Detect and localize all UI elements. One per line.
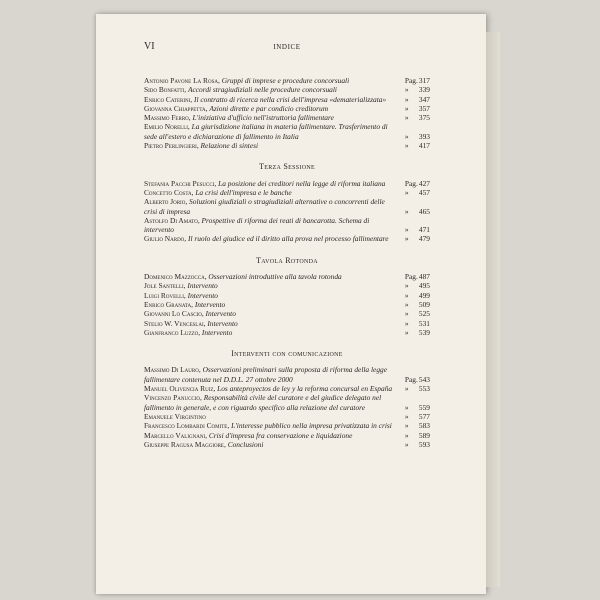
entry-title: La giurisdizione italiana in materia fallimentare. Trasferimento di sede all'estero e dichiarazione di fallimento in Italia [144, 122, 388, 141]
entry-page-number: 495 [418, 281, 430, 291]
index-entry [144, 85, 430, 94]
index-entry [144, 431, 430, 440]
entry-page-number: 357 [418, 103, 430, 113]
entry-author: Gianfranco Luzzo [144, 327, 199, 337]
index-entry [144, 291, 430, 300]
entry-page-number: 465 [418, 206, 430, 216]
entry-page [396, 132, 430, 141]
entry-page-number: 347 [418, 94, 430, 104]
index-entry [144, 309, 430, 318]
entry-text: Marcello Valignani, Crisi d'impresa fra conservazione e liquidazione [144, 430, 353, 440]
entry-text: Sido Bonfatti, Accordi stragiudiziali nelle procedure concorsuali [144, 85, 337, 95]
index-entry [144, 365, 430, 384]
entry-title: Conclusioni [227, 439, 264, 449]
entry-page-marker: Pag. [404, 178, 418, 188]
entry-page [396, 104, 430, 113]
page-header [144, 42, 430, 56]
entry-text: Manuel Olivencia Ruiz, Los anteproyectos de ley y la reforma concursal en España [144, 384, 393, 394]
entry-text: Jole Santelli, Intervento [144, 281, 218, 291]
index-entry [144, 272, 430, 281]
entry-page [396, 431, 430, 440]
entry-author: Sido Bonfatti [144, 85, 185, 95]
section-title: Terza Sessione [259, 162, 315, 172]
entry-page-number: 543 [418, 374, 430, 384]
entry-author: Manuel Olivencia Ruiz [144, 384, 214, 394]
entry-page-marker: » [404, 402, 409, 412]
entry-page-number: 525 [418, 309, 430, 319]
index-entry [144, 384, 430, 393]
entry-author: Giuseppe Ragusa Maggiore [144, 439, 224, 449]
index-entry [144, 281, 430, 290]
entry-text: Emilio Norelli, La giurisdizione italiana in materia fallimentare. Trasferimento di sede all'estero e dichiarazione di fallimento in Italia [144, 122, 388, 141]
entry-page-marker: » [404, 234, 409, 244]
entry-author: Giovanna Chiappetta [144, 103, 206, 113]
index-entry [144, 76, 430, 85]
entry-page-number: 553 [418, 384, 430, 394]
section-title: Interventi con comunicazione [231, 349, 343, 359]
entry-text: Concetto Costa, La crisi dell'impresa e le banche [144, 187, 292, 197]
entry-title: La crisi dell'impresa e le banche [195, 187, 292, 197]
entry-page [396, 440, 430, 449]
entry-author: Massimo Ferro [144, 113, 189, 123]
index-content [144, 42, 430, 449]
entry-page-number: 509 [418, 299, 430, 309]
entry-author: Enrico Granata [144, 299, 192, 309]
entry-page-marker: » [404, 103, 409, 113]
entry-page [396, 141, 430, 150]
index-entry [144, 234, 430, 243]
index-entry [144, 179, 430, 188]
entry-page [396, 234, 430, 243]
entry-author: Luigi Rovelli [144, 290, 184, 300]
index-entry [144, 216, 430, 235]
entry-author: Marcello Valignani [144, 430, 206, 440]
entry-title: Accordi stragiudiziali nelle procedure concorsuali [187, 85, 337, 95]
entry-page-number: 577 [418, 411, 430, 421]
entry-page-marker: » [404, 439, 409, 449]
index-entry [144, 141, 430, 150]
entry-title: Los anteproyectos de ley y la reforma concursal en España [217, 384, 393, 394]
entry-text: Enrico Caterini, Il contratto di ricerca nella crisi dell'impresa «dematerializzata» [144, 94, 387, 104]
entry-title: Responsabilità civile del curatore e del giudice delegato nel fallimento in generale, e con riguardo specifico alla relazione del curatore [144, 393, 382, 412]
entry-page-marker: Pag. [404, 374, 418, 384]
entry-title: Osservazioni preliminari sulla proposta di riforma della legge fallimentare contenuta nel D.D.L. 27 ottobre 2000 [144, 365, 387, 384]
entry-page-marker: » [404, 290, 409, 300]
entry-author: Emilio Norelli [144, 122, 188, 132]
entry-page-marker: » [404, 94, 409, 104]
entry-page-marker: » [404, 421, 409, 431]
index-groups [144, 76, 430, 449]
entry-text: Alberto Jorio, Soluzioni giudiziali o stragiudiziali alternative o concorrenti delle crisi di impresa [144, 197, 385, 216]
entry-page [396, 113, 430, 122]
index-entry [144, 95, 430, 104]
entry-page-marker: Pag. [404, 76, 418, 85]
entry-text: Pietro Perlingieri, Relazione di sintesi [144, 141, 259, 151]
entry-text: Giulio Nardo, Il ruolo del giudice ed il diritto alla prova nel processo fallimentare [144, 234, 389, 244]
entry-page-number: 479 [418, 234, 430, 244]
entry-title: Intervento [205, 309, 236, 319]
index-entry [144, 197, 430, 216]
entry-page-number: 339 [418, 85, 430, 95]
entry-title: Gruppi di imprese e procedure concorsuali [221, 76, 350, 85]
index-entry [144, 113, 430, 122]
entry-page-number: 417 [418, 141, 430, 151]
entry-text: Stelio W. Venceslai, Intervento [144, 318, 238, 328]
entry-page-number: 393 [418, 131, 430, 141]
entry-page-number: 427 [418, 178, 430, 188]
entry-page [396, 281, 430, 290]
index-entry [144, 319, 430, 328]
entry-page-marker: » [404, 225, 409, 235]
entry-page [396, 179, 430, 188]
entry-page [396, 95, 430, 104]
entry-title: Intervento [187, 290, 218, 300]
entry-author: Astolfo Di Amato [144, 215, 198, 225]
index-entry [144, 393, 430, 412]
entry-title: Il ruolo del giudice ed il diritto alla prova nel processo fallimentare [188, 234, 389, 244]
index-entry [144, 122, 430, 141]
entry-page-number: 531 [418, 318, 430, 328]
entry-author: Concetto Costa [144, 187, 192, 197]
entry-page-marker: » [404, 318, 409, 328]
entry-title: Intervento [194, 299, 226, 309]
index-entry [144, 104, 430, 113]
entry-author: Jole Santelli [144, 281, 184, 291]
entry-page-number: 499 [418, 290, 430, 300]
entry-author: Antonio Pavone La Rosa [144, 76, 218, 85]
entry-text: Domenico Mazzocca, Osservazioni introduttive alla tavola rotonda [144, 272, 342, 282]
entry-page-number: 487 [418, 272, 430, 282]
entry-page [396, 188, 430, 197]
entry-page-marker: Pag. [404, 272, 418, 282]
entry-page-number: 471 [418, 225, 430, 235]
entry-title: L'iniziativa d'ufficio nell'istruttoria fallimentare [192, 113, 334, 123]
entry-page-number: 559 [418, 402, 430, 412]
entry-page-marker: » [404, 113, 409, 123]
entry-text: Gianfranco Luzzo, Intervento [144, 327, 233, 337]
entry-page-marker: » [404, 187, 409, 197]
entry-page-marker: » [404, 85, 409, 95]
entry-text: Francesco Lombardi Comite, L'interesse pubblico nella impresa privatizzata in crisi [144, 421, 392, 431]
entry-page-marker: » [404, 131, 409, 141]
entry-title: Intervento [201, 327, 233, 337]
entry-title: Prospettive di riforma dei reati di bancarotta. Schema di intervento [144, 215, 370, 235]
entry-page-number: 375 [418, 113, 430, 123]
entry-title: Il contratto di ricerca nella crisi dell'impresa «dematerializzata» [194, 94, 387, 104]
entry-page [396, 319, 430, 328]
entry-page-marker: » [404, 206, 409, 216]
entry-author: Massimo Di Lauro [144, 365, 199, 375]
entry-author: Stefania Pacchi Pesucci [144, 178, 215, 188]
entry-page [396, 207, 430, 216]
entry-page [396, 309, 430, 318]
entry-text: Astolfo Di Amato, Prospettive di riforma dei reati di bancarotta. Schema di intervento [144, 215, 370, 235]
book-page [96, 14, 486, 594]
entry-page [396, 272, 430, 281]
entry-page-marker: » [404, 411, 409, 421]
entry-author: Giovanni Lo Cascio [144, 309, 202, 319]
entry-author: Domenico Mazzocca [144, 272, 205, 282]
index-entry [144, 300, 430, 309]
index-entry [144, 188, 430, 197]
entry-author: Alberto Jorio [144, 197, 186, 207]
entry-page-marker: » [404, 327, 409, 337]
entry-page [396, 375, 430, 384]
entry-page-marker: » [404, 309, 409, 319]
index-entry [144, 421, 430, 430]
page-number: VI [144, 41, 155, 52]
entry-title: L'interesse pubblico nella impresa privatizzata in crisi [231, 421, 392, 431]
entry-page [396, 225, 430, 234]
entry-page-marker: » [404, 384, 409, 394]
entry-text: Vincenzo Panuccio, Responsabilità civile del curatore e del giudice delegato nel fallimento in generale, e con riguardo specifico alla relazione del curatore [144, 393, 382, 412]
entry-text: Enrico Granata, Intervento [144, 299, 226, 309]
index-entry [144, 328, 430, 337]
entry-author: Vincenzo Panuccio [144, 393, 201, 403]
entry-page-marker: » [404, 299, 409, 309]
entry-page-number: 589 [418, 430, 430, 440]
entry-page-number: 593 [418, 439, 430, 449]
entry-page [396, 421, 430, 430]
entry-title: Intervento [207, 318, 238, 328]
entry-page [396, 403, 430, 412]
entry-page [396, 412, 430, 421]
entry-text: Stefania Pacchi Pesucci, La posizione dei creditori nella legge di riforma italiana [144, 178, 386, 188]
entry-text: Massimo Di Lauro, Osservazioni preliminari sulla proposta di riforma della legge fallimentare contenuta nel D.D.L. 27 ottobre 2000 [144, 365, 387, 384]
entry-page-marker: » [404, 430, 409, 440]
entry-title: La posizione dei creditori nella legge di riforma italiana [218, 178, 386, 188]
entry-title: Relazione di sintesi [200, 141, 259, 151]
entry-page-marker: » [404, 281, 409, 291]
entry-page [396, 76, 430, 85]
entry-text: Giovanna Chiappetta, Azioni dirette e par condicio creditorum [144, 103, 329, 113]
index-entry [144, 440, 430, 449]
entry-page-number: 539 [418, 327, 430, 337]
entry-page-marker: » [404, 141, 409, 151]
entry-title: Osservazioni introduttive alla tavola rotonda [208, 272, 342, 282]
entry-page [396, 291, 430, 300]
entry-title: Soluzioni giudiziali o stragiudiziali alternative o concorrenti delle crisi di impresa [144, 197, 385, 216]
running-title: INDICE [273, 43, 301, 51]
entry-author: Emanuele Virgintino [144, 411, 206, 421]
entry-title: Crisi d'impresa fra conservazione e liquidazione [208, 430, 353, 440]
entry-title: Intervento [187, 281, 218, 291]
entry-author: Giulio Nardo [144, 234, 185, 244]
entry-page [396, 384, 430, 393]
index-entry [144, 412, 430, 421]
entry-page-number: 457 [418, 187, 430, 197]
entry-title: Azioni dirette e par condicio creditorum [209, 103, 329, 113]
entry-text: Giuseppe Ragusa Maggiore, Conclusioni [144, 439, 264, 449]
entry-author: Enrico Caterini [144, 94, 191, 104]
entry-author: Stelio W. Venceslai [144, 318, 204, 328]
entry-page [396, 328, 430, 337]
entry-text: Luigi Rovelli, Intervento [144, 290, 218, 300]
entry-author: Francesco Lombardi Comite [144, 421, 228, 431]
entry-page [396, 85, 430, 94]
entry-page [396, 300, 430, 309]
entry-page-number: 317 [418, 76, 430, 85]
entry-author: Pietro Perlingieri [144, 141, 197, 151]
section-title: Tavola Rotonda [256, 255, 318, 265]
entry-text: Giovanni Lo Cascio, Intervento [144, 309, 236, 319]
entry-text: Massimo Ferro, L'iniziativa d'ufficio nell'istruttoria fallimentare [144, 113, 334, 123]
entry-text: Antonio Pavone La Rosa, Gruppi di imprese e procedure concorsuali [144, 76, 350, 85]
entry-text [144, 412, 206, 421]
entry-page-number: 583 [418, 421, 430, 431]
